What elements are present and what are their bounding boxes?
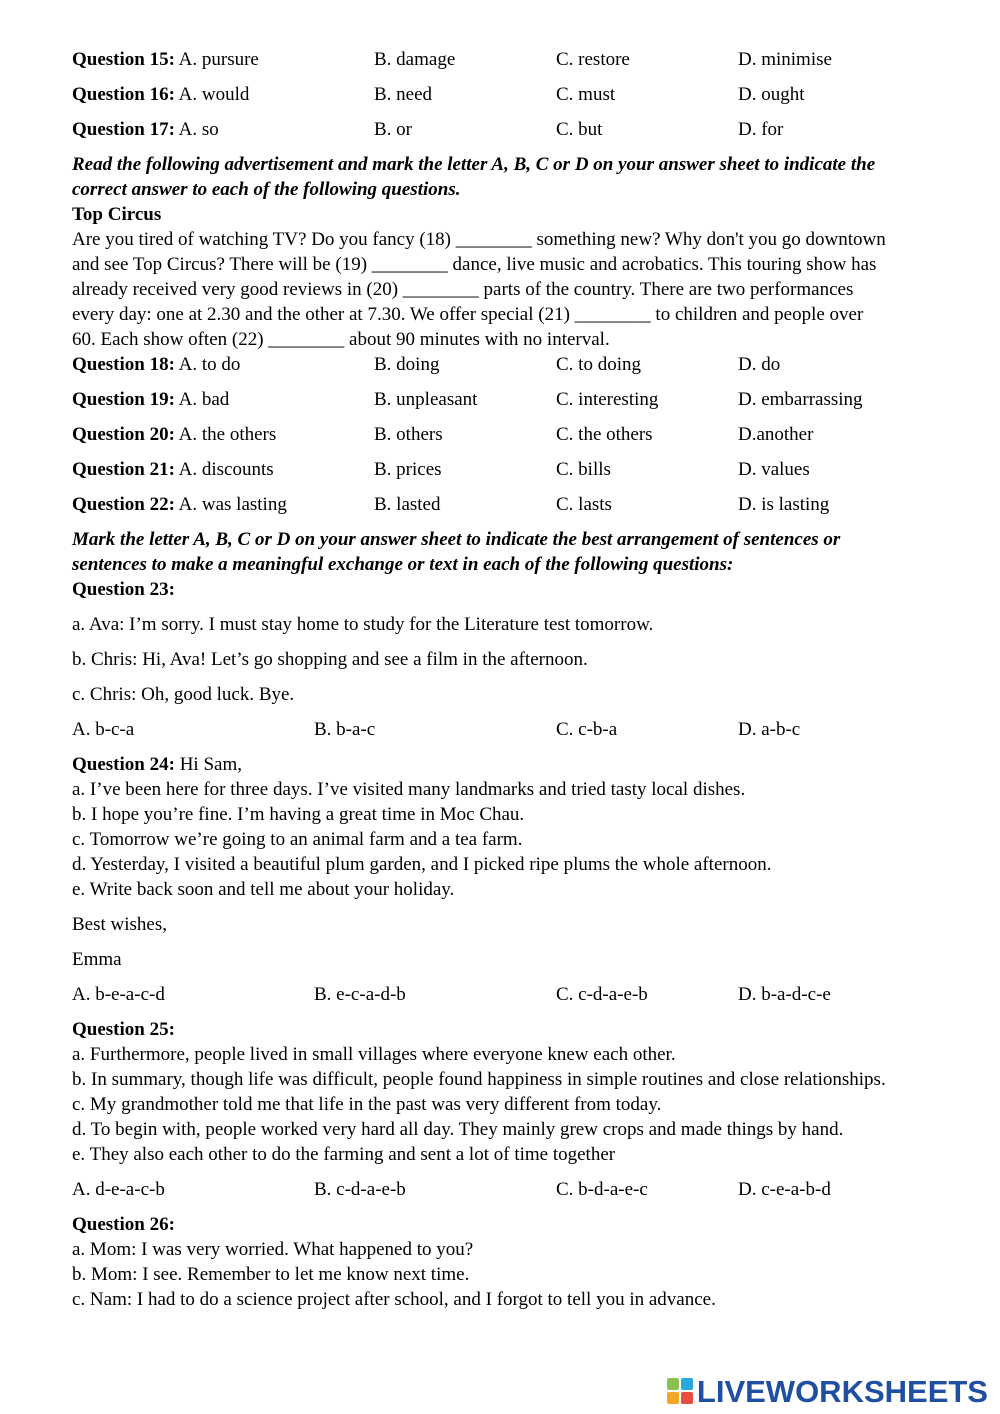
option-a-text: A. was lasting [178, 494, 287, 515]
sentence-line: e. They also each other to do the farming and sent a lot of time together [72, 1144, 616, 1165]
instruction-line-2: correct answer to each of the following questions. [72, 179, 461, 200]
option-a[interactable]: A. b-c-a [72, 719, 135, 740]
question-label-25: Question 25: [72, 1019, 175, 1040]
option-c[interactable]: C. bills [556, 459, 611, 480]
option-a[interactable] [72, 82, 374, 107]
option-d[interactable]: D. a-b-c [738, 719, 801, 740]
option-c[interactable]: C. c-d-a-e-b [556, 984, 648, 1005]
question-label: Question 21: [72, 459, 175, 480]
option-c[interactable]: C. must [556, 84, 616, 105]
option-a[interactable] [72, 492, 374, 517]
option-d[interactable]: D. b-a-d-c-e [738, 984, 831, 1005]
sentence-line: c. My grandmother told me that life in the past was very different from today. [72, 1094, 662, 1115]
option-c[interactable]: C. to doing [556, 354, 641, 375]
liveworksheets-logo-icon [667, 1378, 693, 1404]
dialogue-line: b. Mom: I see. Remember to let me know next time. [72, 1264, 470, 1285]
question-label: Question 15: [72, 49, 175, 70]
logo-square-green [667, 1378, 679, 1390]
question-label: Question 20: [72, 424, 175, 445]
option-a[interactable] [72, 117, 374, 142]
letter-line: b. I hope you’re fine. I’m having a great time in Moc Chau. [72, 804, 525, 825]
passage-title: Top Circus [72, 204, 162, 225]
option-d[interactable]: D. minimise [738, 49, 832, 70]
question-label-26: Question 26: [72, 1214, 175, 1235]
instruction-line-1: Mark the letter A, B, C or D on your answer sheet to indicate the best arrangement of sentences or [72, 529, 841, 550]
option-a-text: A. so [178, 119, 219, 140]
letter-greeting: Hi Sam, [174, 754, 242, 775]
passage-line: already received very good reviews in (20) ________ parts of the country. There are two performances [72, 279, 854, 300]
option-d[interactable]: D. embarrassing [738, 389, 863, 410]
option-d[interactable]: D. do [738, 354, 781, 375]
option-d[interactable]: D. for [738, 119, 784, 140]
sentence-line: d. To begin with, people worked very hard all day. They mainly grew crops and made things by hand. [72, 1119, 844, 1140]
option-b[interactable]: B. others [374, 424, 443, 445]
sentence-line: b. In summary, though life was difficult, people found happiness in simple routines and close relationships. [72, 1069, 886, 1090]
option-b[interactable]: B. lasted [374, 494, 441, 515]
letter-line: d. Yesterday, I visited a beautiful plum garden, and I picked ripe plums the whole afternoon. [72, 854, 772, 875]
option-a[interactable]: A. b-e-a-c-d [72, 984, 165, 1005]
dialogue-line: a. Ava: I’m sorry. I must stay home to study for the Literature test tomorrow. [72, 614, 654, 635]
option-a[interactable] [72, 457, 374, 482]
question-label: Question 17: [72, 119, 175, 140]
logo-text: LIVEWORKSHEETS [696, 1373, 988, 1409]
option-d[interactable]: D.another [738, 424, 814, 445]
question-row-21 [72, 457, 952, 482]
passage-line: every day: one at 2.30 and the other at 7.30. We offer special (21) ________ to children and people over [72, 304, 864, 325]
question-row-15 [72, 47, 952, 72]
liveworksheets-logo[interactable] [667, 1375, 988, 1407]
question-label: Question 24: [72, 754, 175, 775]
option-c[interactable]: C. but [556, 119, 603, 140]
letter-closing: Best wishes, [72, 914, 167, 935]
option-a-text: A. to do [178, 354, 241, 375]
option-a[interactable] [72, 47, 374, 72]
option-b[interactable]: B. doing [374, 354, 440, 375]
option-b[interactable]: B. c-d-a-e-b [314, 1179, 406, 1200]
question-label: Question 19: [72, 389, 175, 410]
option-c[interactable]: C. the others [556, 424, 653, 445]
dialogue-line: c. Chris: Oh, good luck. Bye. [72, 684, 295, 705]
option-c[interactable]: C. interesting [556, 389, 659, 410]
letter-line: a. I’ve been here for three days. I’ve visited many landmarks and tried tasty local dishes. [72, 779, 746, 800]
dialogue-line: a. Mom: I was very worried. What happened to you? [72, 1239, 474, 1260]
answer-row-25 [72, 1177, 952, 1202]
letter-signature: Emma [72, 949, 122, 970]
question-label: Question 22: [72, 494, 175, 515]
instruction-line-1: Read the following advertisement and mark the letter A, B, C or D on your answer sheet to indicate the [72, 154, 876, 175]
passage-line: 60. Each show often (22) ________ about 90 minutes with no interval. [72, 329, 610, 350]
option-a[interactable] [72, 352, 374, 377]
question-label: Question 16: [72, 84, 175, 105]
worksheet-page [72, 47, 952, 1312]
option-b[interactable]: B. need [374, 84, 433, 105]
question-row-22 [72, 492, 952, 517]
option-a-text: A. bad [178, 389, 230, 410]
option-a[interactable] [72, 387, 374, 412]
option-d[interactable]: D. values [738, 459, 810, 480]
option-b[interactable]: B. e-c-a-d-b [314, 984, 406, 1005]
option-c[interactable]: C. restore [556, 49, 630, 70]
logo-square-red [681, 1392, 693, 1404]
sentence-line: a. Furthermore, people lived in small villages where everyone knew each other. [72, 1044, 676, 1065]
option-c[interactable]: C. b-d-a-e-c [556, 1179, 648, 1200]
question-row-20 [72, 422, 952, 447]
question-row-16 [72, 82, 952, 107]
question-row-17 [72, 117, 952, 142]
letter-line: c. Tomorrow we’re going to an animal farm and a tea farm. [72, 829, 523, 850]
question-row-18 [72, 352, 952, 377]
dialogue-line: c. Nam: I had to do a science project after school, and I forgot to tell you in advance. [72, 1289, 716, 1310]
option-d[interactable]: D. c-e-a-b-d [738, 1179, 831, 1200]
option-b[interactable]: B. b-a-c [314, 719, 376, 740]
answer-row-24 [72, 982, 952, 1007]
option-b[interactable]: B. or [374, 119, 412, 140]
option-b[interactable]: B. unpleasant [374, 389, 478, 410]
letter-line: e. Write back soon and tell me about your holiday. [72, 879, 455, 900]
dialogue-line: b. Chris: Hi, Ava! Let’s go shopping and see a film in the afternoon. [72, 649, 588, 670]
passage-line: and see Top Circus? There will be (19) ________ dance, live music and acrobatics. This touring show has [72, 254, 877, 275]
option-b[interactable]: B. prices [374, 459, 442, 480]
option-a[interactable] [72, 422, 374, 447]
passage-line: Are you tired of watching TV? Do you fancy (18) ________ something new? Why don't you go downtown [72, 229, 886, 250]
option-a[interactable]: A. d-e-a-c-b [72, 1179, 165, 1200]
option-a-text: A. the others [178, 424, 277, 445]
option-d[interactable]: D. ought [738, 84, 805, 105]
option-c[interactable]: C. c-b-a [556, 719, 618, 740]
logo-square-orange [667, 1392, 679, 1404]
option-a-text: A. discounts [178, 459, 274, 480]
option-b[interactable]: B. damage [374, 49, 456, 70]
question-header-24 [72, 752, 952, 777]
answer-row-23 [72, 717, 952, 742]
option-a-text: A. pursure [178, 49, 259, 70]
question-label: Question 18: [72, 354, 175, 375]
option-a-text: A. would [178, 84, 250, 105]
question-row-19 [72, 387, 952, 412]
option-d[interactable]: D. is lasting [738, 494, 830, 515]
logo-square-blue [681, 1378, 693, 1390]
option-c[interactable]: C. lasts [556, 494, 612, 515]
instruction-line-2: sentences to make a meaningful exchange or text in each of the following questions: [72, 554, 734, 575]
question-label-23: Question 23: [72, 579, 175, 600]
